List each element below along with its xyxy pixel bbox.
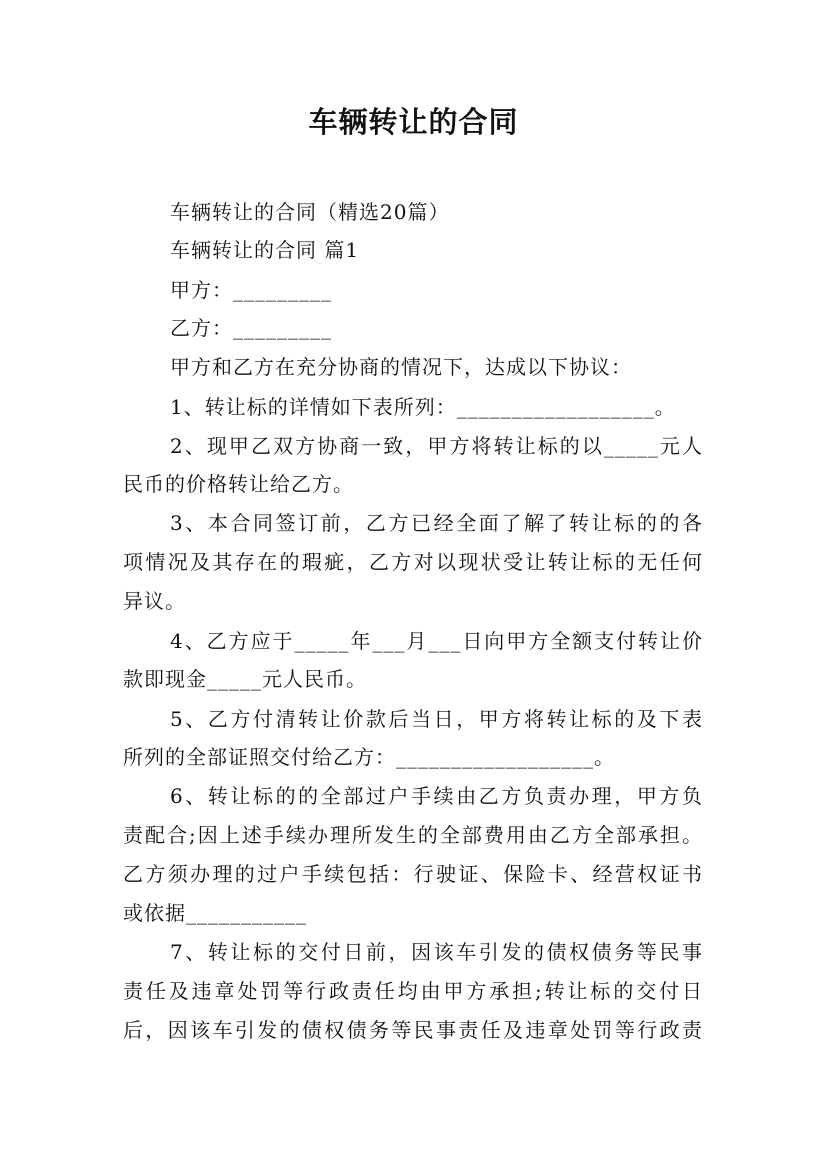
clause-5-line-2: 所列的全部证照交付给乙方：__________________。 — [123, 745, 615, 769]
party-a-line: 甲方：_________ — [170, 278, 332, 302]
clause-7-line-2: 责任及违章处罚等行政责任均由甲方承担;转让标的交付日 — [123, 979, 703, 1003]
clause-2-line-1: 2、现甲乙双方协商一致，甲方将转让标的以_____元人 — [170, 434, 703, 458]
document-title: 车辆转让的合同 — [308, 105, 519, 139]
clause-7-line-3: 后，因该车引发的债权债务等民事责任及违章处罚等行政责 — [123, 1018, 703, 1042]
clause-6-line-1: 6、转让标的的全部过户手续由乙方负责办理，甲方负 — [170, 784, 703, 808]
clause-7-line-1: 7、转让标的交付日前，因该车引发的债权债务等民事 — [170, 940, 703, 964]
clause-3-line-2: 项情况及其存在的瑕疵，乙方对以现状受让转让标的无任何 — [123, 550, 703, 574]
clause-6-line-3: 乙方须办理的过户手续包括：行驶证、保险卡、经营权证书 — [123, 862, 703, 886]
subtitle-line: 车辆转让的合同（精选20篇） — [170, 200, 450, 224]
clause-6-line-2: 责配合;因上述手续办理所发生的全部费用由乙方全部承担。 — [123, 823, 703, 847]
clause-2-line-2: 民币的价格转让给乙方。 — [123, 472, 354, 496]
section-heading: 车辆转让的合同 篇1 — [170, 238, 360, 262]
clause-4-line-1: 4、乙方应于_____年___月___日向甲方全额支付转让价 — [170, 629, 703, 653]
agreement-intro: 甲方和乙方在充分协商的情况下，达成以下协议： — [170, 355, 632, 379]
clause-3-line-3: 异议。 — [123, 589, 186, 613]
clause-3-line-1: 3、本合同签订前，乙方已经全面了解了转让标的的各 — [170, 511, 703, 535]
clause-4-line-2: 款即现金_____元人民币。 — [123, 667, 367, 691]
clause-5-line-1: 5、乙方付清转让价款后当日，甲方将转让标的及下表 — [170, 707, 703, 731]
party-b-line: 乙方：_________ — [170, 316, 332, 340]
clause-1: 1、转让标的详情如下表所列：__________________。 — [170, 395, 676, 419]
clause-6-line-4: 或依据___________ — [123, 901, 307, 925]
